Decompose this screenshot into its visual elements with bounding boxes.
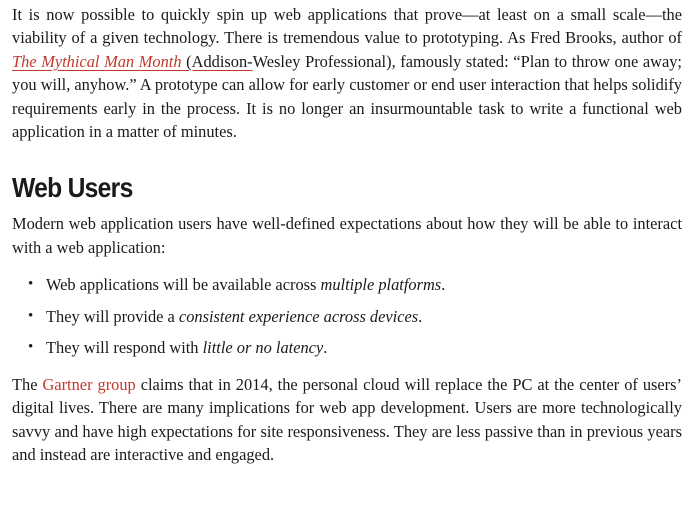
- list-item: • They will respond with little or no latency.: [28, 332, 682, 364]
- section-heading: Web Users: [12, 172, 133, 204]
- section-lead-paragraph: Modern web application users have well-defined expectations about how they will be able to interact with a web application:: [12, 214, 682, 257]
- gartner-group-link[interactable]: Gartner group: [42, 374, 136, 394]
- publisher-start: (Addison-: [181, 51, 253, 71]
- list-item: • Web applications will be available across multiple platforms.: [28, 269, 682, 301]
- emphasis: little or no latency: [202, 338, 324, 358]
- bullet-icon: •: [28, 339, 34, 356]
- intro-text: It is now possible to quickly spin up web applications that prove—at least on a small scale—the viability of a given technology. There is tremendous value to prototyping. As Fred Brooks, author of: [12, 5, 682, 48]
- bullet-icon: •: [28, 276, 34, 293]
- expectations-list: [12, 269, 682, 364]
- bullet-icon: •: [28, 307, 34, 324]
- document-page: [12, 0, 682, 466]
- intro-paragraph: [12, 0, 682, 143]
- closing-paragraph: The Gartner group claims that in 2014, the personal cloud will replace the PC at the center of users’ digital lives. There are many implications for web app development. Users are more technologically savvy and have high expectations for site responsiveness. They are less passive than in previous years and instead are interactive and engaged.: [12, 374, 682, 464]
- intro-text-continued: Wesley Professional), famously stated: “Plan to throw one away; you will, anyhow.” A prototype can allow for early customer or end user interaction that helps solidify requirements early in the process. It is no longer an insurmountable task to write a functional web application in a matter of minutes.: [12, 51, 682, 142]
- book-title-link[interactable]: The Mythical Man Month: [12, 51, 182, 71]
- emphasis: consistent experience across devices: [178, 306, 419, 326]
- emphasis: multiple platforms: [320, 275, 442, 295]
- list-item: • They will provide a consistent experience across devices.: [28, 301, 682, 333]
